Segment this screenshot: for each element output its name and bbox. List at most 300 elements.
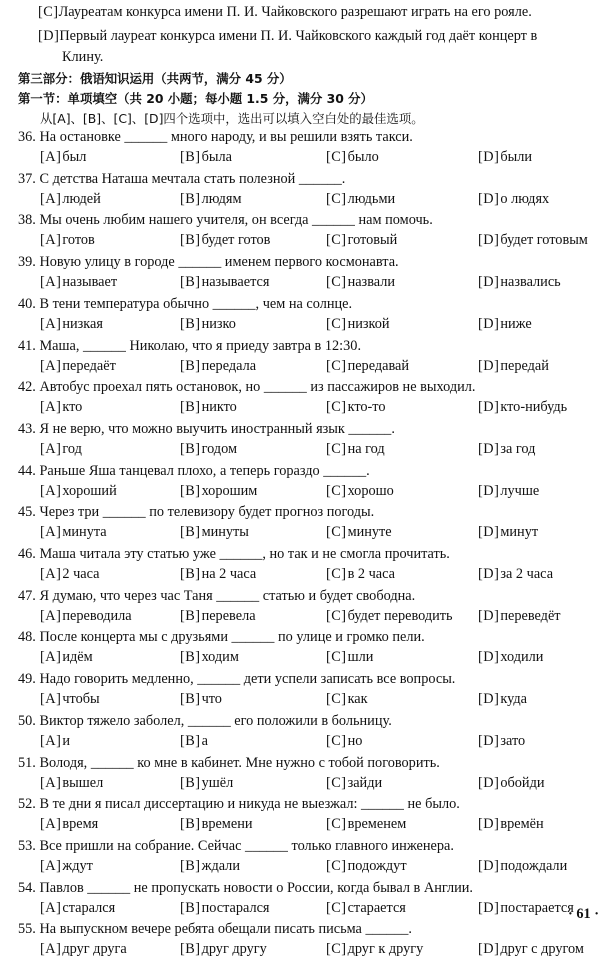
option-marker: [C] bbox=[326, 899, 347, 916]
answer-option[interactable] bbox=[180, 440, 237, 458]
option-text: чтобы bbox=[62, 691, 100, 708]
answer-option[interactable] bbox=[180, 940, 267, 958]
option-text: назвали bbox=[347, 274, 396, 291]
question-stem bbox=[18, 253, 399, 271]
option-marker: [B] bbox=[180, 357, 201, 374]
option-text: ждут bbox=[62, 857, 93, 874]
answer-option[interactable] bbox=[478, 940, 584, 958]
answer-option[interactable] bbox=[326, 648, 373, 666]
option-marker: [D] bbox=[478, 816, 500, 833]
option-marker: [A] bbox=[40, 190, 62, 207]
answer-option[interactable] bbox=[180, 732, 208, 750]
answer-option[interactable] bbox=[478, 607, 561, 625]
answer-option[interactable] bbox=[326, 607, 453, 625]
options-row bbox=[0, 648, 611, 666]
question-text: Я думаю, что через час Таня ______ статью и будет свободна. bbox=[39, 587, 416, 604]
option-marker: [D] bbox=[38, 28, 60, 44]
question-number: 55. bbox=[18, 921, 36, 938]
option-marker: [B] bbox=[180, 816, 201, 833]
option-marker: [B] bbox=[180, 732, 201, 749]
answer-option[interactable] bbox=[326, 815, 406, 833]
answer-option[interactable] bbox=[40, 148, 86, 166]
option-marker: [A] bbox=[40, 482, 62, 499]
option-text: временем bbox=[347, 816, 407, 833]
option-marker: [A] bbox=[40, 774, 62, 791]
option-marker: [A] bbox=[40, 232, 62, 249]
option-marker: [C] bbox=[326, 566, 347, 582]
intro-option-c bbox=[38, 3, 532, 21]
option-text: назвались bbox=[500, 274, 561, 291]
question-text: Раньше Яша танцевал плохо, а теперь гораздо ______. bbox=[39, 462, 370, 479]
question-text: На выпускном вечере ребята обещали писать письма ______. bbox=[39, 921, 412, 938]
option-text: ходили bbox=[500, 649, 544, 666]
question-number: 46. bbox=[18, 546, 36, 562]
option-marker: [D] bbox=[478, 649, 500, 666]
question-stem bbox=[18, 462, 370, 480]
answer-option[interactable] bbox=[40, 231, 95, 249]
question-stem bbox=[18, 545, 450, 563]
option-marker: [C] bbox=[326, 857, 347, 874]
question-number: 40. bbox=[18, 295, 36, 312]
option-marker: [D] bbox=[478, 315, 500, 332]
option-text: минуты bbox=[201, 524, 249, 541]
option-text: постарается bbox=[500, 899, 574, 916]
option-text: ходим bbox=[201, 649, 239, 666]
answer-option[interactable] bbox=[326, 690, 368, 708]
question-number: 37. bbox=[18, 170, 36, 187]
option-text: будет готовым bbox=[500, 232, 588, 249]
option-text: кто bbox=[62, 399, 83, 416]
option-text: времён bbox=[500, 816, 544, 833]
answer-option[interactable] bbox=[326, 440, 385, 458]
option-text: на 2 часа bbox=[201, 566, 257, 582]
question-stem bbox=[18, 879, 473, 897]
option-text: о людях bbox=[500, 190, 550, 207]
option-text: было bbox=[347, 149, 379, 165]
option-marker: [B] bbox=[180, 857, 201, 874]
option-text: 2 часа bbox=[62, 566, 100, 582]
option-text: а bbox=[201, 732, 208, 749]
option-text: Лауреатам конкурса имени П. И. Чайковского разрешают играть на его рояле. bbox=[58, 4, 532, 20]
option-text: будет готов bbox=[201, 232, 271, 249]
option-marker: [A] bbox=[40, 816, 62, 833]
question-text: Новую улицу в городе ______ именем первого космонавта. bbox=[39, 254, 399, 271]
option-marker: [A] bbox=[40, 941, 62, 958]
option-marker: [B] bbox=[180, 774, 201, 791]
option-marker: [B] bbox=[180, 899, 201, 916]
answer-option[interactable] bbox=[478, 732, 525, 750]
option-marker: [A] bbox=[40, 857, 62, 874]
answer-option[interactable] bbox=[478, 690, 527, 708]
answer-option[interactable] bbox=[180, 857, 240, 875]
option-text: готовый bbox=[347, 232, 398, 249]
answer-option[interactable] bbox=[478, 899, 574, 917]
question-stem bbox=[18, 670, 455, 688]
answer-option[interactable] bbox=[40, 774, 103, 792]
options-row bbox=[0, 190, 611, 208]
option-text: подождут bbox=[347, 857, 407, 874]
option-marker: [B] bbox=[180, 607, 201, 624]
option-marker: [D] bbox=[478, 482, 500, 499]
answer-option[interactable] bbox=[40, 607, 132, 625]
answer-option[interactable] bbox=[180, 482, 257, 500]
answer-option[interactable] bbox=[180, 774, 233, 792]
answer-option[interactable] bbox=[478, 815, 544, 833]
option-marker: [B] bbox=[180, 482, 201, 499]
question-text: Через три ______ по телевизору будет прогноз погоды. bbox=[39, 504, 375, 521]
option-marker: [A] bbox=[40, 691, 62, 708]
question-number: 43. bbox=[18, 420, 36, 437]
question-text: В те дни я писал диссертацию и никуда не выезжал: ______ не было. bbox=[39, 796, 460, 813]
part-title: 第三部分：俄语知识运用（共两节，满分 45 分） bbox=[18, 71, 292, 86]
question-number: 45. bbox=[18, 504, 36, 521]
answer-option[interactable] bbox=[180, 231, 270, 249]
option-text: хороший bbox=[62, 482, 117, 499]
answer-option[interactable] bbox=[478, 857, 567, 875]
option-marker: [C] bbox=[326, 941, 347, 958]
option-marker: [D] bbox=[478, 691, 500, 708]
option-marker: [C] bbox=[326, 357, 347, 374]
options-row bbox=[0, 523, 611, 541]
option-text: были bbox=[500, 149, 533, 165]
question-stem bbox=[18, 587, 415, 605]
option-text: ниже bbox=[500, 315, 532, 332]
option-text: хорошо bbox=[347, 482, 394, 499]
answer-option[interactable] bbox=[326, 482, 394, 500]
option-marker: [D] bbox=[478, 941, 500, 958]
option-text: что bbox=[201, 691, 222, 708]
question-number: 39. bbox=[18, 254, 36, 271]
option-text: называется bbox=[201, 274, 270, 291]
answer-option[interactable] bbox=[40, 398, 82, 416]
option-text: переводила bbox=[62, 607, 132, 624]
answer-option[interactable] bbox=[326, 565, 395, 583]
option-marker: [D] bbox=[478, 732, 500, 749]
option-marker: [D] bbox=[478, 232, 500, 249]
option-marker: [A] bbox=[40, 899, 62, 916]
option-text: старается bbox=[347, 899, 406, 916]
option-marker: [B] bbox=[180, 649, 201, 666]
question-number: 48. bbox=[18, 629, 36, 646]
option-text: за 2 часа bbox=[500, 566, 554, 582]
question-number: 51. bbox=[18, 754, 36, 771]
option-text: шли bbox=[347, 649, 374, 666]
option-marker: [D] bbox=[478, 857, 500, 874]
answer-option[interactable] bbox=[40, 273, 117, 291]
option-marker: [B] bbox=[180, 691, 201, 708]
option-marker: [C] bbox=[326, 816, 347, 833]
answer-option[interactable] bbox=[180, 148, 232, 166]
question-text: Я не верю, что можно выучить иностранный язык ______. bbox=[39, 420, 395, 437]
question-stem bbox=[18, 170, 345, 188]
option-text: переведёт bbox=[500, 607, 561, 624]
option-marker: [A] bbox=[40, 440, 62, 457]
question-stem bbox=[18, 754, 440, 772]
answer-option[interactable] bbox=[40, 690, 100, 708]
option-marker: [B] bbox=[180, 524, 201, 541]
option-text: время bbox=[62, 816, 99, 833]
option-text: минута bbox=[62, 524, 107, 541]
option-text: передала bbox=[201, 357, 257, 374]
answer-option[interactable] bbox=[40, 815, 98, 833]
answer-option[interactable] bbox=[326, 315, 390, 333]
options-row bbox=[0, 732, 611, 750]
intro-option-d bbox=[38, 27, 537, 45]
answer-option[interactable] bbox=[180, 815, 253, 833]
answer-option[interactable] bbox=[326, 899, 406, 917]
option-text: низкая bbox=[62, 315, 103, 332]
option-marker: [C] bbox=[326, 732, 347, 749]
options-row bbox=[0, 857, 611, 875]
answer-option[interactable] bbox=[326, 357, 409, 375]
answer-option[interactable] bbox=[180, 648, 239, 666]
answer-option[interactable] bbox=[478, 440, 535, 458]
question-stem bbox=[18, 128, 413, 146]
option-text: готов bbox=[62, 232, 95, 249]
answer-option[interactable] bbox=[326, 523, 392, 541]
option-text: будет переводить bbox=[347, 607, 453, 624]
answer-option[interactable] bbox=[326, 190, 395, 208]
option-marker: [B] bbox=[180, 566, 201, 582]
answer-option[interactable] bbox=[326, 231, 397, 249]
answer-option[interactable] bbox=[478, 648, 543, 666]
question-text: Виктор тяжело заболел, ______ его положили в больницу. bbox=[39, 712, 392, 729]
option-marker: [A] bbox=[40, 274, 62, 291]
option-marker: [C] bbox=[326, 524, 347, 541]
intro-option-d-continued: Клину. bbox=[62, 49, 104, 65]
option-text: был bbox=[62, 149, 87, 165]
options-row bbox=[0, 315, 611, 333]
option-text: обойди bbox=[500, 774, 545, 791]
option-text: но bbox=[347, 732, 363, 749]
answer-option[interactable] bbox=[40, 732, 70, 750]
question-stem bbox=[18, 420, 395, 438]
options-row bbox=[0, 440, 611, 458]
option-text: хорошим bbox=[201, 482, 258, 499]
option-marker: [C] bbox=[326, 691, 347, 708]
answer-option[interactable] bbox=[40, 440, 82, 458]
question-number: 41. bbox=[18, 337, 36, 354]
answer-option[interactable] bbox=[180, 315, 236, 333]
answer-option[interactable] bbox=[180, 690, 222, 708]
option-text: в 2 часа bbox=[347, 566, 396, 582]
answer-option[interactable] bbox=[180, 523, 249, 541]
answer-option[interactable] bbox=[478, 398, 567, 416]
option-text: как bbox=[347, 691, 368, 708]
answer-option[interactable] bbox=[326, 273, 395, 291]
answer-option[interactable] bbox=[326, 398, 386, 416]
options-row bbox=[0, 815, 611, 833]
page-number: · 61 · bbox=[568, 906, 599, 922]
option-text: низкой bbox=[347, 315, 390, 332]
option-text: лучше bbox=[500, 482, 540, 499]
question-text: Маша, ______ Николаю, что я приеду завтра в 12:30. bbox=[39, 337, 362, 354]
section-title: 第一节：单项填空（共 20 小题；每小题 1.5 分，满分 30 分） bbox=[18, 91, 373, 106]
option-marker: [C] bbox=[38, 4, 59, 20]
option-marker: [B] bbox=[180, 941, 201, 958]
question-number: 47. bbox=[18, 587, 36, 604]
option-marker: [C] bbox=[326, 482, 347, 499]
options-row bbox=[0, 148, 611, 166]
option-text: Первый лауреат конкурса имени П. И. Чайковского каждый год даёт концерт в bbox=[59, 28, 538, 44]
answer-option[interactable] bbox=[478, 565, 553, 583]
option-marker: [C] bbox=[326, 149, 347, 165]
answer-option[interactable] bbox=[40, 315, 103, 333]
answer-option[interactable] bbox=[478, 190, 549, 208]
options-row bbox=[0, 273, 611, 291]
option-text: вышел bbox=[62, 774, 104, 791]
option-text: передай bbox=[500, 357, 549, 374]
option-text: год bbox=[62, 440, 82, 457]
answer-option[interactable] bbox=[326, 148, 379, 166]
answer-option[interactable] bbox=[326, 732, 362, 750]
option-text: кто-то bbox=[347, 399, 386, 416]
option-marker: [C] bbox=[326, 649, 347, 666]
answer-option[interactable] bbox=[478, 315, 532, 333]
answer-option[interactable] bbox=[478, 148, 532, 166]
option-text: минут bbox=[500, 524, 539, 541]
answer-option[interactable] bbox=[478, 273, 561, 291]
option-marker: [B] bbox=[180, 399, 201, 416]
answer-option[interactable] bbox=[40, 190, 101, 208]
option-text: перевела bbox=[201, 607, 256, 624]
answer-option[interactable] bbox=[478, 357, 549, 375]
option-text: подождали bbox=[500, 857, 568, 874]
option-text: старался bbox=[62, 899, 116, 916]
options-row bbox=[0, 482, 611, 500]
answer-option[interactable] bbox=[40, 565, 99, 583]
answer-option[interactable] bbox=[326, 857, 407, 875]
option-marker: [D] bbox=[478, 357, 500, 374]
answer-option[interactable] bbox=[478, 774, 545, 792]
question-stem bbox=[18, 337, 361, 355]
option-text: минуте bbox=[347, 524, 392, 541]
option-marker: [D] bbox=[478, 440, 500, 457]
option-marker: [C] bbox=[326, 774, 347, 791]
answer-option[interactable] bbox=[40, 523, 107, 541]
option-text: на год bbox=[347, 440, 385, 457]
question-stem bbox=[18, 211, 433, 229]
answer-option[interactable] bbox=[180, 398, 237, 416]
question-text: В тени температура обычно ______, чем на солнце. bbox=[39, 295, 353, 312]
question-text: Все пришли на собрание. Сейчас ______ только главного инженера. bbox=[39, 837, 454, 854]
question-text: С детства Наташа мечтала стать полезной ______. bbox=[39, 170, 346, 187]
option-marker: [D] bbox=[478, 899, 500, 916]
answer-option[interactable] bbox=[180, 607, 256, 625]
option-text: передаёт bbox=[62, 357, 116, 374]
option-marker: [A] bbox=[40, 149, 62, 165]
question-number: 36. bbox=[18, 129, 36, 145]
question-stem bbox=[18, 795, 460, 813]
option-text: времени bbox=[201, 816, 253, 833]
option-text: кто-нибудь bbox=[500, 399, 568, 416]
option-text: людям bbox=[201, 190, 242, 207]
question-text: Павлов ______ не пропускать новости о России, когда бывал в Англии. bbox=[39, 879, 473, 896]
question-number: 49. bbox=[18, 671, 36, 688]
question-text: На остановке ______ много народу, и вы решили взять такси. bbox=[39, 129, 413, 145]
options-row bbox=[0, 899, 611, 917]
answer-option[interactable] bbox=[180, 357, 256, 375]
option-text: была bbox=[201, 149, 232, 165]
question-number: 50. bbox=[18, 712, 36, 729]
option-marker: [B] bbox=[180, 190, 201, 207]
option-text: людьми bbox=[347, 190, 396, 207]
question-stem bbox=[18, 920, 412, 938]
answer-option[interactable] bbox=[326, 774, 382, 792]
option-marker: [A] bbox=[40, 607, 62, 624]
option-text: годом bbox=[201, 440, 238, 457]
answer-option[interactable] bbox=[180, 899, 270, 917]
option-marker: [B] bbox=[180, 440, 201, 457]
answer-option[interactable] bbox=[180, 565, 256, 583]
answer-option[interactable] bbox=[40, 857, 93, 875]
question-text: После концерта мы с друзьями ______ по улице и громко пели. bbox=[39, 629, 425, 646]
answer-option[interactable] bbox=[180, 190, 242, 208]
question-text: Маша читала эту статью уже ______, но так и не смогла прочитать. bbox=[39, 546, 450, 562]
question-stem bbox=[18, 378, 475, 396]
option-text: никто bbox=[201, 399, 237, 416]
option-text: зайди bbox=[347, 774, 383, 791]
option-marker: [D] bbox=[478, 774, 500, 791]
question-stem bbox=[18, 712, 392, 730]
option-text: за год bbox=[500, 440, 536, 457]
options-row bbox=[0, 774, 611, 792]
option-text: называет bbox=[62, 274, 118, 291]
question-number: 53. bbox=[18, 837, 36, 854]
options-row bbox=[0, 398, 611, 416]
answer-option[interactable] bbox=[40, 940, 127, 958]
options-row bbox=[0, 565, 611, 583]
answer-option[interactable] bbox=[180, 273, 269, 291]
answer-option[interactable] bbox=[40, 482, 117, 500]
option-text: друг к другу bbox=[347, 941, 424, 958]
option-marker: [B] bbox=[180, 232, 201, 249]
answer-option[interactable] bbox=[40, 899, 115, 917]
option-marker: [D] bbox=[478, 607, 500, 624]
answer-option[interactable] bbox=[40, 357, 116, 375]
instruction: 从[A]、[B]、[C]、[D]四个选项中，选出可以填入空白处的最佳选项。 bbox=[40, 111, 424, 126]
options-row bbox=[0, 690, 611, 708]
option-text: передавай bbox=[347, 357, 410, 374]
answer-option[interactable] bbox=[478, 523, 538, 541]
question-stem bbox=[18, 295, 352, 313]
option-marker: [A] bbox=[40, 524, 62, 541]
answer-option[interactable] bbox=[478, 231, 588, 249]
options-row bbox=[0, 231, 611, 249]
option-marker: [B] bbox=[180, 149, 201, 165]
answer-option[interactable] bbox=[478, 482, 539, 500]
question-text: Надо говорить медленно, ______ дети успели записать все вопросы. bbox=[39, 671, 456, 688]
option-marker: [C] bbox=[326, 190, 347, 207]
option-marker: [A] bbox=[40, 357, 62, 374]
option-marker: [D] bbox=[478, 399, 500, 416]
option-marker: [C] bbox=[326, 232, 347, 249]
option-marker: [A] bbox=[40, 399, 62, 416]
option-text: ждали bbox=[201, 857, 240, 874]
option-text: друг с другом bbox=[500, 941, 584, 958]
question-number: 44. bbox=[18, 462, 36, 479]
answer-option[interactable] bbox=[40, 648, 93, 666]
option-marker: [C] bbox=[326, 607, 347, 624]
option-marker: [A] bbox=[40, 649, 62, 666]
option-marker: [A] bbox=[40, 732, 62, 749]
option-text: людей bbox=[62, 190, 101, 207]
question-text: Мы очень любим нашего учителя, он всегда ______ нам помочь. bbox=[39, 212, 433, 229]
option-marker: [D] bbox=[478, 274, 500, 291]
answer-option[interactable] bbox=[326, 940, 423, 958]
option-text: друг друга bbox=[62, 941, 127, 958]
question-stem bbox=[18, 628, 425, 646]
